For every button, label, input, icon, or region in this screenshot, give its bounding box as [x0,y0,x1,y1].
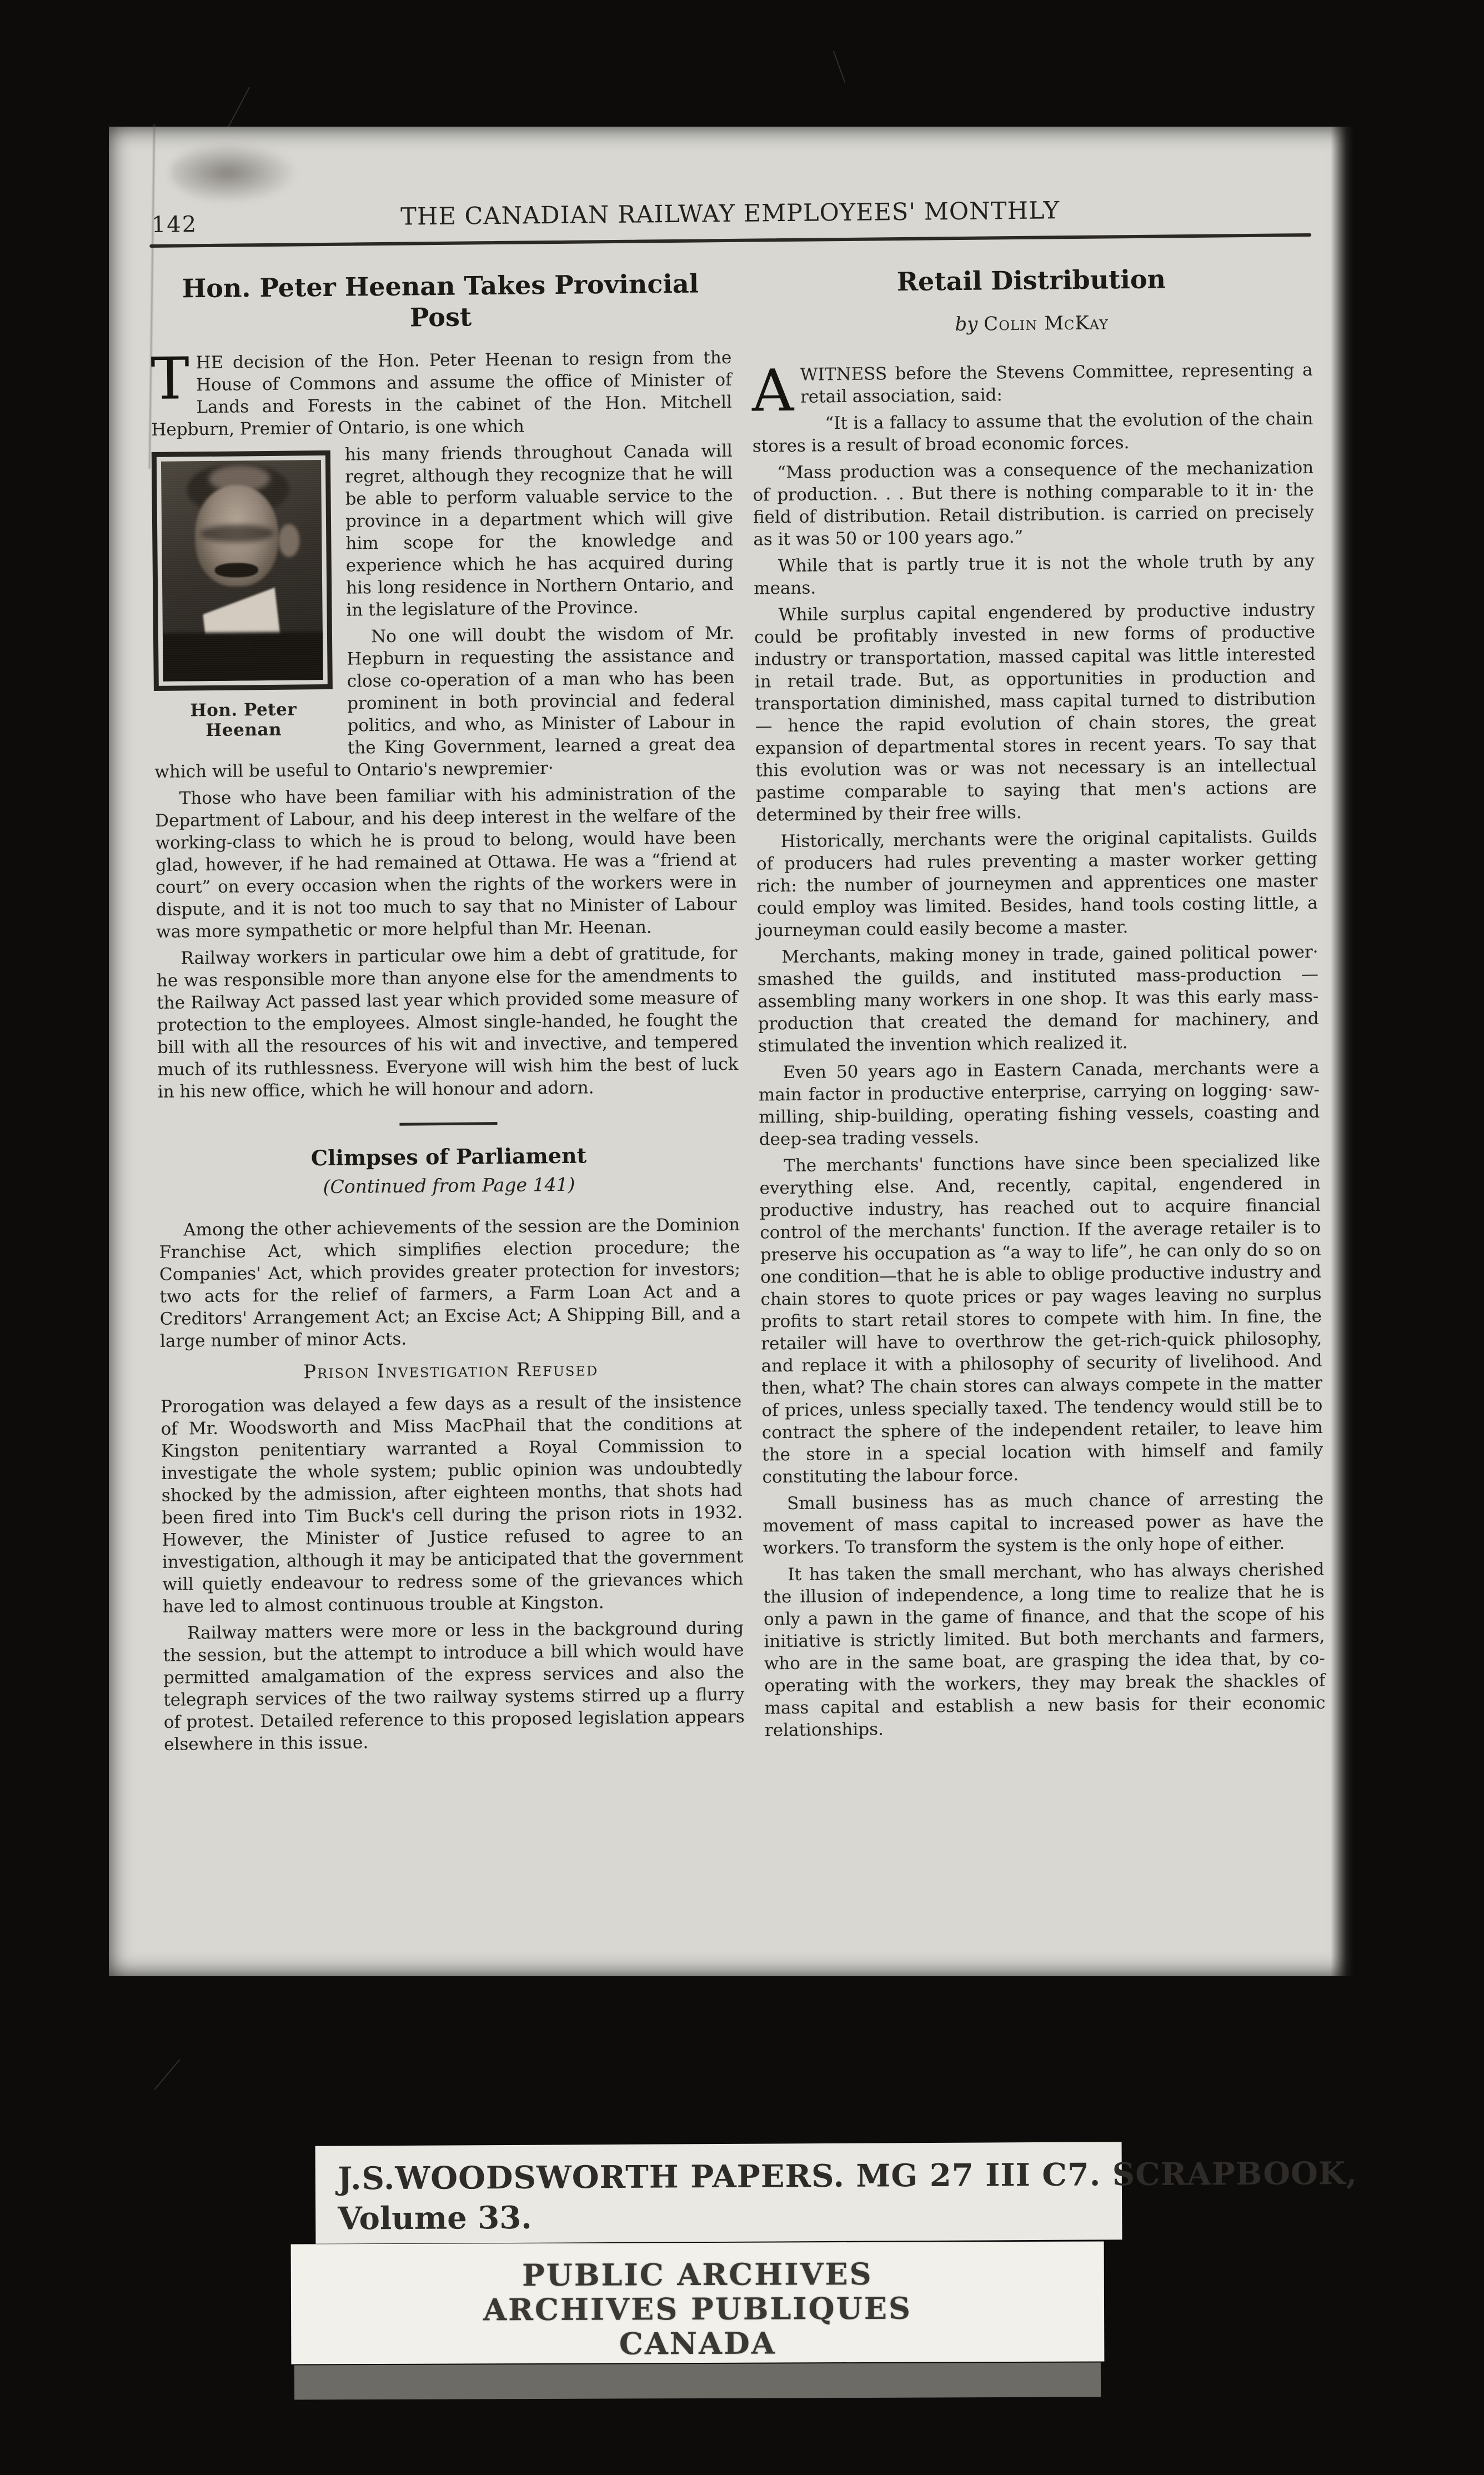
paragraph: his many friends throughout Canada will regret, although they recognize that he will be able to perform valuable service to the province in a department which will give him scope for the knowledge and experience which he has acquired during his long residence in Northern Ontario, and in the legislature of the Province. [344,441,734,620]
journal-title: THE CANADIAN RAILWAY EMPLOYEES' MONTHLY [400,197,1060,231]
two-column-layout [150,260,1326,1760]
paragraph: While surplus capital engendered by productive industry could be profitably invested in new forms of productive industry or transportation, massed capital was little interested in retail trade. But, as opportunities in production and transportation diminished, mass capital turned to distribution — hence the rapid evolution of chain stores, the great expansion of departmental stores in recent years. To say that this evolution was or was not necessary is an intellectual pastime comparable to saying that men's actions are determined by their free wills. [754,599,1317,825]
section-title-parliament: Climpses of Parliament [310,1143,587,1171]
film-scratch [833,51,845,82]
paragraph: While that is partly true it is not the whole truth by any means. [754,550,1315,599]
stamp-line1: PUBLIC ARCHIVES [522,2256,873,2293]
paragraph [150,344,733,441]
section-divider [399,1122,497,1126]
paragraph: Small business has as much chance of arresting the movement of mass capital to increased power as have the workers. To transform the system is the only hope of either. [763,1488,1324,1559]
paragraph: Prorogation was delayed a few days as a result of the insistence of Mr. Woodsworth and Miss MacPhail that the conditions at Kingston penitentiary warranted a Royal Commission to investigate the whole system; public opinion was undoubtedly shocked by the admission, after eighteen months, that shots had been fired into Tim Buck's cell during the prison riots in 1932. However, the Minister of Justice refused to agree to an investigation, although it may be anticipated that the government will quietly endeavour to redress some of the grievances which have led to almost continuous trouble at Kingston. [161,1391,744,1617]
paragraph: “It is a fallacy to assume that the evolution of the chain stores is a result of broad economic forces. [752,409,1313,457]
portrait-figure [152,450,333,741]
film-scratch [154,2060,181,2090]
paragraph: It has taken the small merchant, who has always cherished the illusion of independence, a long time to realize that he is only a pawn in the game of finance, and that the scope of his initiative is strictly limited. But both merchants and farmers, who are in the same boat, are grasping the idea that, by co-operating with the workers, they may break the shackles of mass capital and establish a new basis for their economic relationships. [763,1559,1326,1741]
right-column [751,260,1326,1755]
paragraph: Even 50 years ago in Eastern Canada, merchants were a main factor in productive enterprise, carrying on logging· saw-milling, ship-building, operating fishing vessels, coasting and deep-sea trading vessels. [758,1057,1320,1150]
left-column [150,265,745,1760]
paragraph: Among the other achievements of the session are the Dominion Franchise Act, which simplifies election procedure; the Companies' Act, which provides greater protection for investors; two acts for the relief of farmers, a Farm Loan Act and a Creditors' Arrangement Act; an Excise Act; A Shipping Bill, and a large number of minor Acts. [159,1215,741,1352]
paragraph-text: WITNESS before the Stevens Committee, representing a retail association, said: [800,360,1313,407]
dropcap-letter: A [751,356,794,425]
stamp-line3: CANADA [619,2325,776,2362]
header-rule [149,233,1311,248]
byline-by: by [955,313,978,336]
page-number: 142 [151,212,198,238]
photo-caption: Hon. Peter Heenan [190,699,297,741]
paragraph: Railway workers in particular owe him a debt of gratitude, for he was responsible more than anyone else for the amendments to the Railway Act passed last year which provided some measure of protection to the employees. Almost single-handed, he fought the bill with all the resources of his wit and invective, and tempered much of its ruthlessness. Everyone will wish him the best of luck in his new office, which he will honour and adorn. [156,943,739,1103]
halftone-grain [161,460,323,682]
portrait-photo [161,460,323,682]
paragraph: Historically, merchants were the original capitalists. Guilds of producers had rules preventing a master worker getting rich: the number of journeymen and apprentices one master could employ was limited. Besides, hand tools costing little, a journeyman could easily become a master. [756,826,1318,941]
byline [751,310,1312,338]
paragraph: Those who have been familiar with his administration of the Department of Labour, and his deep interest in the welfare of the working-class to which he is proud to belong, would have been glad, however, if he had remained at Ottawa. He was a “friend at court” on every occasion when the rights of the workers were in dispute, and it is not too much to say that no Minister of Labour was more sympathetic or more helpful than Mr. Heenan. [154,783,737,943]
dropcap-letter: T [150,344,190,413]
magazine-page [109,127,1353,1976]
article-title-heenan: Hon. Peter Heenan Takes Provincial Post [182,268,699,333]
photo-frame [152,450,333,691]
scan-edge-shadow [1331,127,1353,1976]
paragraph: Railway matters were more or less in the background during the session, but the attempt to introduce a bill which would have permitted amalgamation of the express services and also the telegraph services of the two railway systems stirred up a flurry of protest. Detailed reference to this proposed legislation appears elsewhere in this issue. [163,1618,745,1755]
byline-author: Colin McKay [984,312,1109,335]
label-backing-strip [294,2362,1101,2399]
paragraph: “Mass production was a consequence of the mechanization of production. . . But there is nothing comparable to it in· the field of distribution. Retail distribution. is carried on precisely as it was 50 or 100 years ago.” [753,458,1315,550]
stamp-line2: ARCHIVES PUBLIQUES [483,2290,913,2328]
paragraph: Merchants, making money in trade, gained political power· smashed the guilds, and instituted mass-production — assembling many workers in one shop. It was this early mass-production that created the demand for machinery, and stimulated the invention which realized it. [757,941,1319,1056]
paragraph [751,356,1313,425]
archive-label [315,2142,1358,2244]
article-title-retail: Retail Distribution [896,264,1166,297]
continued-from-note: (Continued from Page 141) [323,1173,575,1198]
subheading-prison-investigation: Prison Investigation Refused [303,1358,599,1384]
archive-label-line1: J.S.WOODSWORTH PAPERS. MG 27 III C7. SCRAPBOOK, [337,2155,1358,2197]
page-header [149,153,1311,252]
paragraph: No one will doubt the wisdom of Mr. Hepburn in requesting the assistance and close co-operation of a man who has been prominent in both provincial and federal politics, and who, as Minister of Labour in the King Government, learned a great dea which will be useful to Ontario's newpremier· [154,623,736,783]
public-archives-stamp [291,2241,1105,2364]
archive-label-line2: Volume 33. [338,2199,532,2237]
paragraph-text: HE decision of the Hon. Peter Heenan to resign from the House of Commons and assume the office of Minister of Lands and Forests in the cabinet of the Hon. Mitchell Hepburn, Premier of Ontario, is one which [151,348,733,440]
page-content [102,121,1363,1982]
paragraph: The merchants' functions have since been specialized like everything else. And, recently, capital, engendered in productive industry, has reached out to acquire financial control of the merchants' function. If the average retailer is to preserve his occupation as “a way to life”, he can only do so on one condition—that he is able to oblige productive industry and chain stores to quote prices or pay wages leaving no surplus profits to start retail stores to compete with him. In fine, the retailer will have to overthrow the get-rich-quick philosophy, and replace it with a philosophy of security of livelihood. And then, what? The chain stores can always compete in the matter of prices, unless specially taxed. The tendency would still be to contract the sphere of the independent retailer, to leave him the store in a special location with himself and family constituting the labour force. [759,1150,1323,1487]
